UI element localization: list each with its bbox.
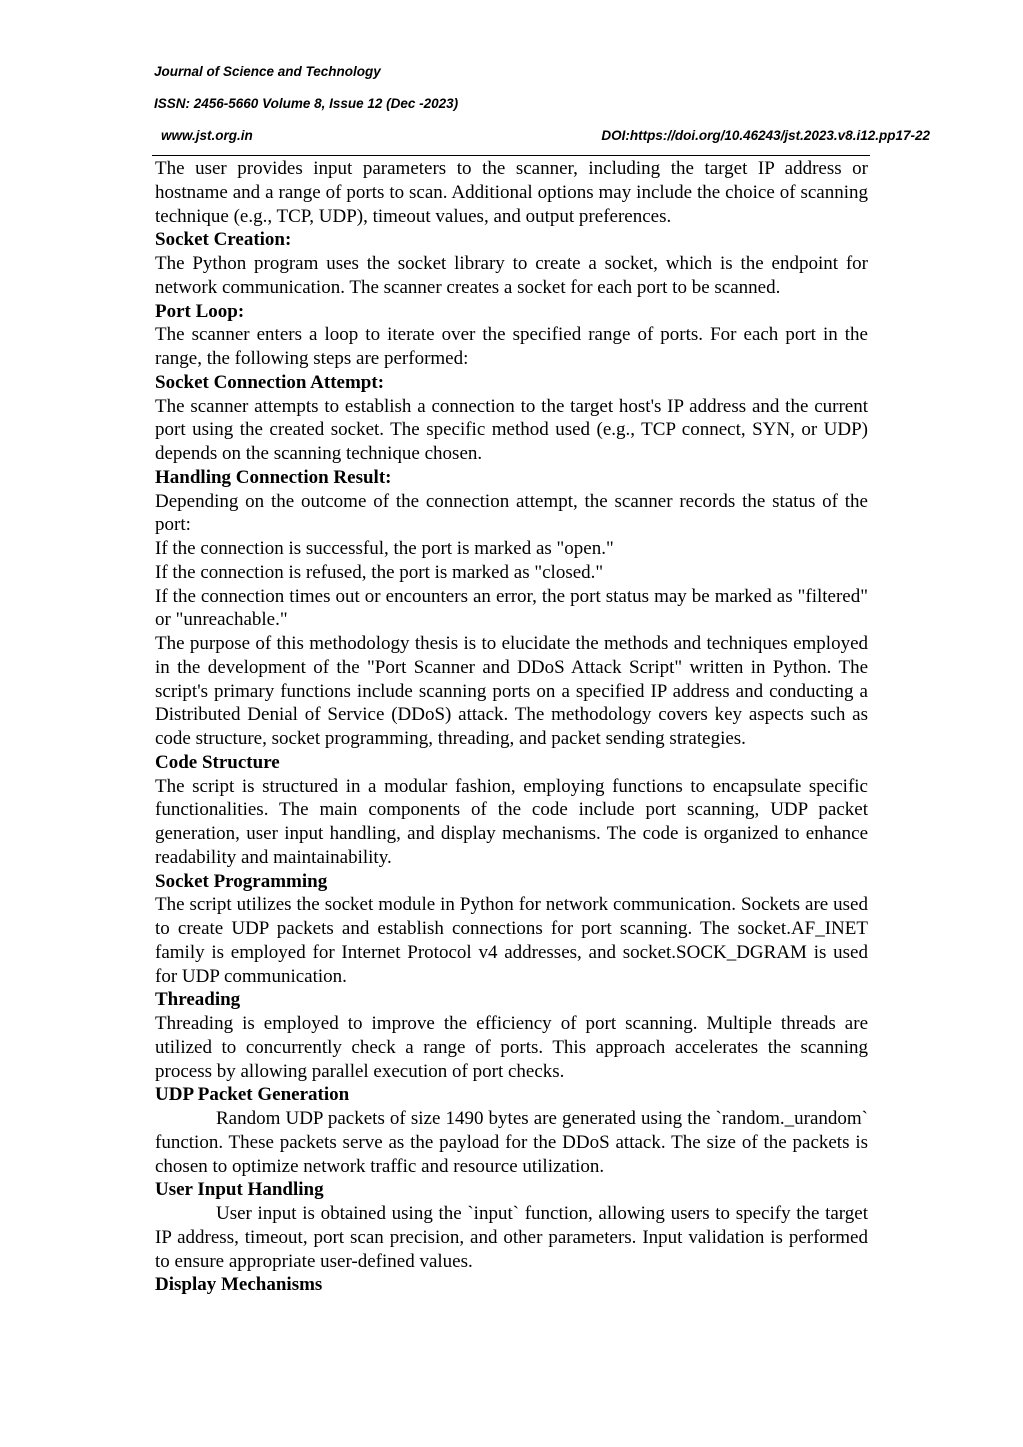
website-link[interactable]: www.jst.org.in [161, 128, 253, 143]
heading-socket-creation: Socket Creation: [155, 229, 292, 251]
heading-code-structure: Code Structure [155, 751, 280, 773]
paragraph-intro: The user provides input parameters to the scanner, including the target IP address or hostname and a range of ports to scan. Additional options may include the choice of scanning technique (e.g., TCP, UDP), timeout values, and output preferences. [155, 158, 868, 227]
paragraph-result-filtered: If the connection times out or encounters an error, the port status may be marked as "filtered" or "unreachable." [155, 585, 868, 631]
header-divider [152, 155, 870, 156]
paragraph-connection-attempt: The scanner attempts to establish a connection to the target host's IP address and the current port using the created socket. The specific method used (e.g., TCP connect, SYN, or UDP) depends on the scanning technique chosen. [155, 395, 868, 464]
heading-connection-attempt: Socket Connection Attempt: [155, 371, 385, 393]
paragraph-code-structure: The script is structured in a modular fashion, employing functions to encapsulate specific functionalities. The main components of the code include port scanning, UDP packet generation, user input handling, and display mechanisms. The code is organized to enhance readability and maintainability. [155, 775, 868, 868]
heading-port-loop: Port Loop: [155, 300, 245, 322]
paragraph-connection-result: Depending on the outcome of the connection attempt, the scanner records the status of the port: [155, 490, 868, 536]
paragraph-socket-programming: The script utilizes the socket module in Python for network communication. Sockets are used to create UDP packets and establish connections for port scanning. The socket.AF_INET family is employed for Internet Protocol v4 addresses, and socket.SOCK_DGRAM is used for UDP communication. [155, 894, 868, 987]
journal-name: Journal of Science and Technology [154, 64, 381, 79]
paragraph-threading: Threading is employed to improve the efficiency of port scanning. Multiple threads are utilized to concurrently check a range of ports. This approach accelerates the scanning process by allowing parallel execution of port checks. [155, 1013, 868, 1082]
heading-socket-programming: Socket Programming [155, 870, 328, 892]
paragraph-purpose: The purpose of this methodology thesis is to elucidate the methods and techniques employed in the development of the "Port Scanner and DDoS Attack Script" written in Python. The script's primary functions include scanning ports on a specified IP address and conducting a Distributed Denial of Service (DDoS) attack. The methodology covers key aspects such as code structure, socket programming, threading, and packet sending strategies. [155, 633, 868, 749]
heading-udp-packet-generation: UDP Packet Generation [155, 1084, 350, 1106]
heading-threading: Threading [155, 989, 241, 1011]
paragraph-result-closed: If the connection is refused, the port is marked as "closed." [155, 561, 604, 583]
paragraph-result-open: If the connection is successful, the port is marked as "open." [155, 538, 614, 559]
issn-line: ISSN: 2456-5660 Volume 8, Issue 12 (Dec -2023) [154, 96, 459, 111]
doi-link[interactable]: DOI:https://doi.org/10.46243/jst.2023.v8.i12.pp17-22 [601, 128, 930, 143]
heading-user-input-handling: User Input Handling [155, 1179, 324, 1201]
paragraph-socket-creation: The Python program uses the socket library to create a socket, which is the endpoint for network communication. The scanner creates a socket for each port to be scanned. [155, 253, 868, 298]
heading-display-mechanisms: Display Mechanisms [155, 1274, 323, 1296]
paragraph-user-input-handling: User input is obtained using the `input` function, allowing users to specify the target IP address, timeout, port scan precision, and other parameters. Input validation is performed to ensure appropriate user-defined values. [155, 1203, 868, 1272]
heading-connection-result: Handling Connection Result: [155, 466, 392, 488]
paragraph-udp-packet-generation: Random UDP packets of size 1490 bytes are generated using the `random._urandom` function. These packets serve as the payload for the DDoS attack. The size of the packets is chosen to optimize network traffic and resource utilization. [155, 1108, 868, 1177]
paragraph-port-loop: The scanner enters a loop to iterate over the specified range of ports. For each port in the range, the following steps are performed: [155, 324, 868, 369]
body-text [155, 157, 868, 1297]
